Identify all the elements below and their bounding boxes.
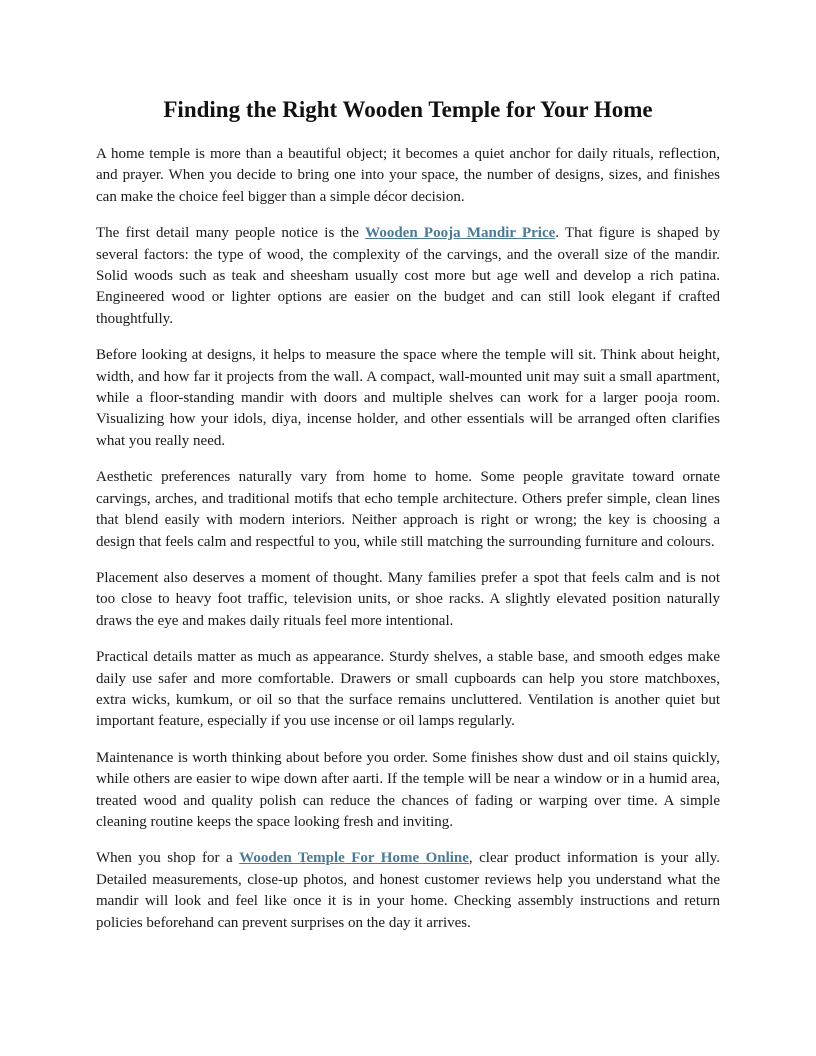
paragraph-shopping [96, 848, 720, 934]
paragraph-price-before: The first detail many people notice is the [96, 225, 366, 242]
paragraph-practical: Practical details matter as much as appearance. Sturdy shelves, a stable base, and smooth edges make daily use safer and more comfortable. Drawers or small cupboards can help you store matchboxes, extra wicks, kumkum, or oil so that the surface remains uncluttered. Ventilation is another quiet but important feature, especially if you use incense or oil lamps regularly. [96, 649, 720, 730]
paragraph-measure: Before looking at designs, it helps to measure the space where the temple will sit. Think about height, width, and how far it projects from the wall. A compact, wall-mounted unit may suit a small apartment, while a floor-standing mandir with doors and multiple shelves can work for a larger pooja room. Visualizing how your idols, diya, incense holder, and other essentials will be arranged often clarifies what you really need. [96, 347, 720, 449]
paragraph-maintenance: Maintenance is worth thinking about before you order. Some finishes show dust and oil stains quickly, while others are easier to wipe down after aarti. If the temple will be near a window or in a humid area, treated wood and quality polish can reduce the chances of fading or warping over time. A simple cleaning routine keeps the space looking fresh and inviting. [96, 749, 720, 830]
wooden-pooja-mandir-price-link[interactable]: Wooden Pooja Mandir Price [365, 225, 556, 242]
wooden-temple-for-home-online-link[interactable]: Wooden Temple For Home Online [239, 850, 469, 867]
document-page [96, 0, 720, 934]
paragraph-aesthetic: Aesthetic preferences naturally vary from home to home. Some people gravitate toward ornate carvings, arches, and traditional motifs that echo temple architecture. Others prefer simple, clean lines that blend easily with modern interiors. Neither approach is right or wrong; the key is choosing a design that feels calm and respectful to you, while still matching the surrounding furniture and colours. [96, 469, 720, 550]
paragraph-placement: Placement also deserves a moment of thought. Many families prefer a spot that feels calm and is not too close to heavy foot traffic, television units, or shoe racks. A slightly elevated position naturally draws the eye and makes daily rituals feel more intentional. [96, 569, 720, 629]
page-title: Finding the Right Wooden Temple for Your Home [163, 97, 653, 122]
paragraph-price-after: . That figure is shaped by several factors: the type of wood, the complexity of the carvings, and the overall size of the mandir. Solid woods such as teak and sheesham usually cost more but age well and develop a rich patina. Engineered wood or lighter options are easier on the budget and can still look elegant if crafted thoughtfully. [96, 225, 720, 327]
paragraph-shopping-after: , clear product information is your ally. Detailed measurements, close-up photos, and honest customer reviews help you understand what the mandir will look and feel like once it is in your home. Checking assembly instructions and return policies beforehand can prevent surprises on the day it arrives. [96, 850, 721, 931]
paragraph-price [96, 223, 720, 330]
paragraph-intro: A home temple is more than a beautiful object; it becomes a quiet anchor for daily rituals, reflection, and prayer. When you decide to bring one into your space, the number of designs, sizes, and finishes can make the choice feel bigger than a simple décor decision. [96, 146, 720, 205]
paragraph-shopping-before: When you shop for a [96, 850, 240, 867]
